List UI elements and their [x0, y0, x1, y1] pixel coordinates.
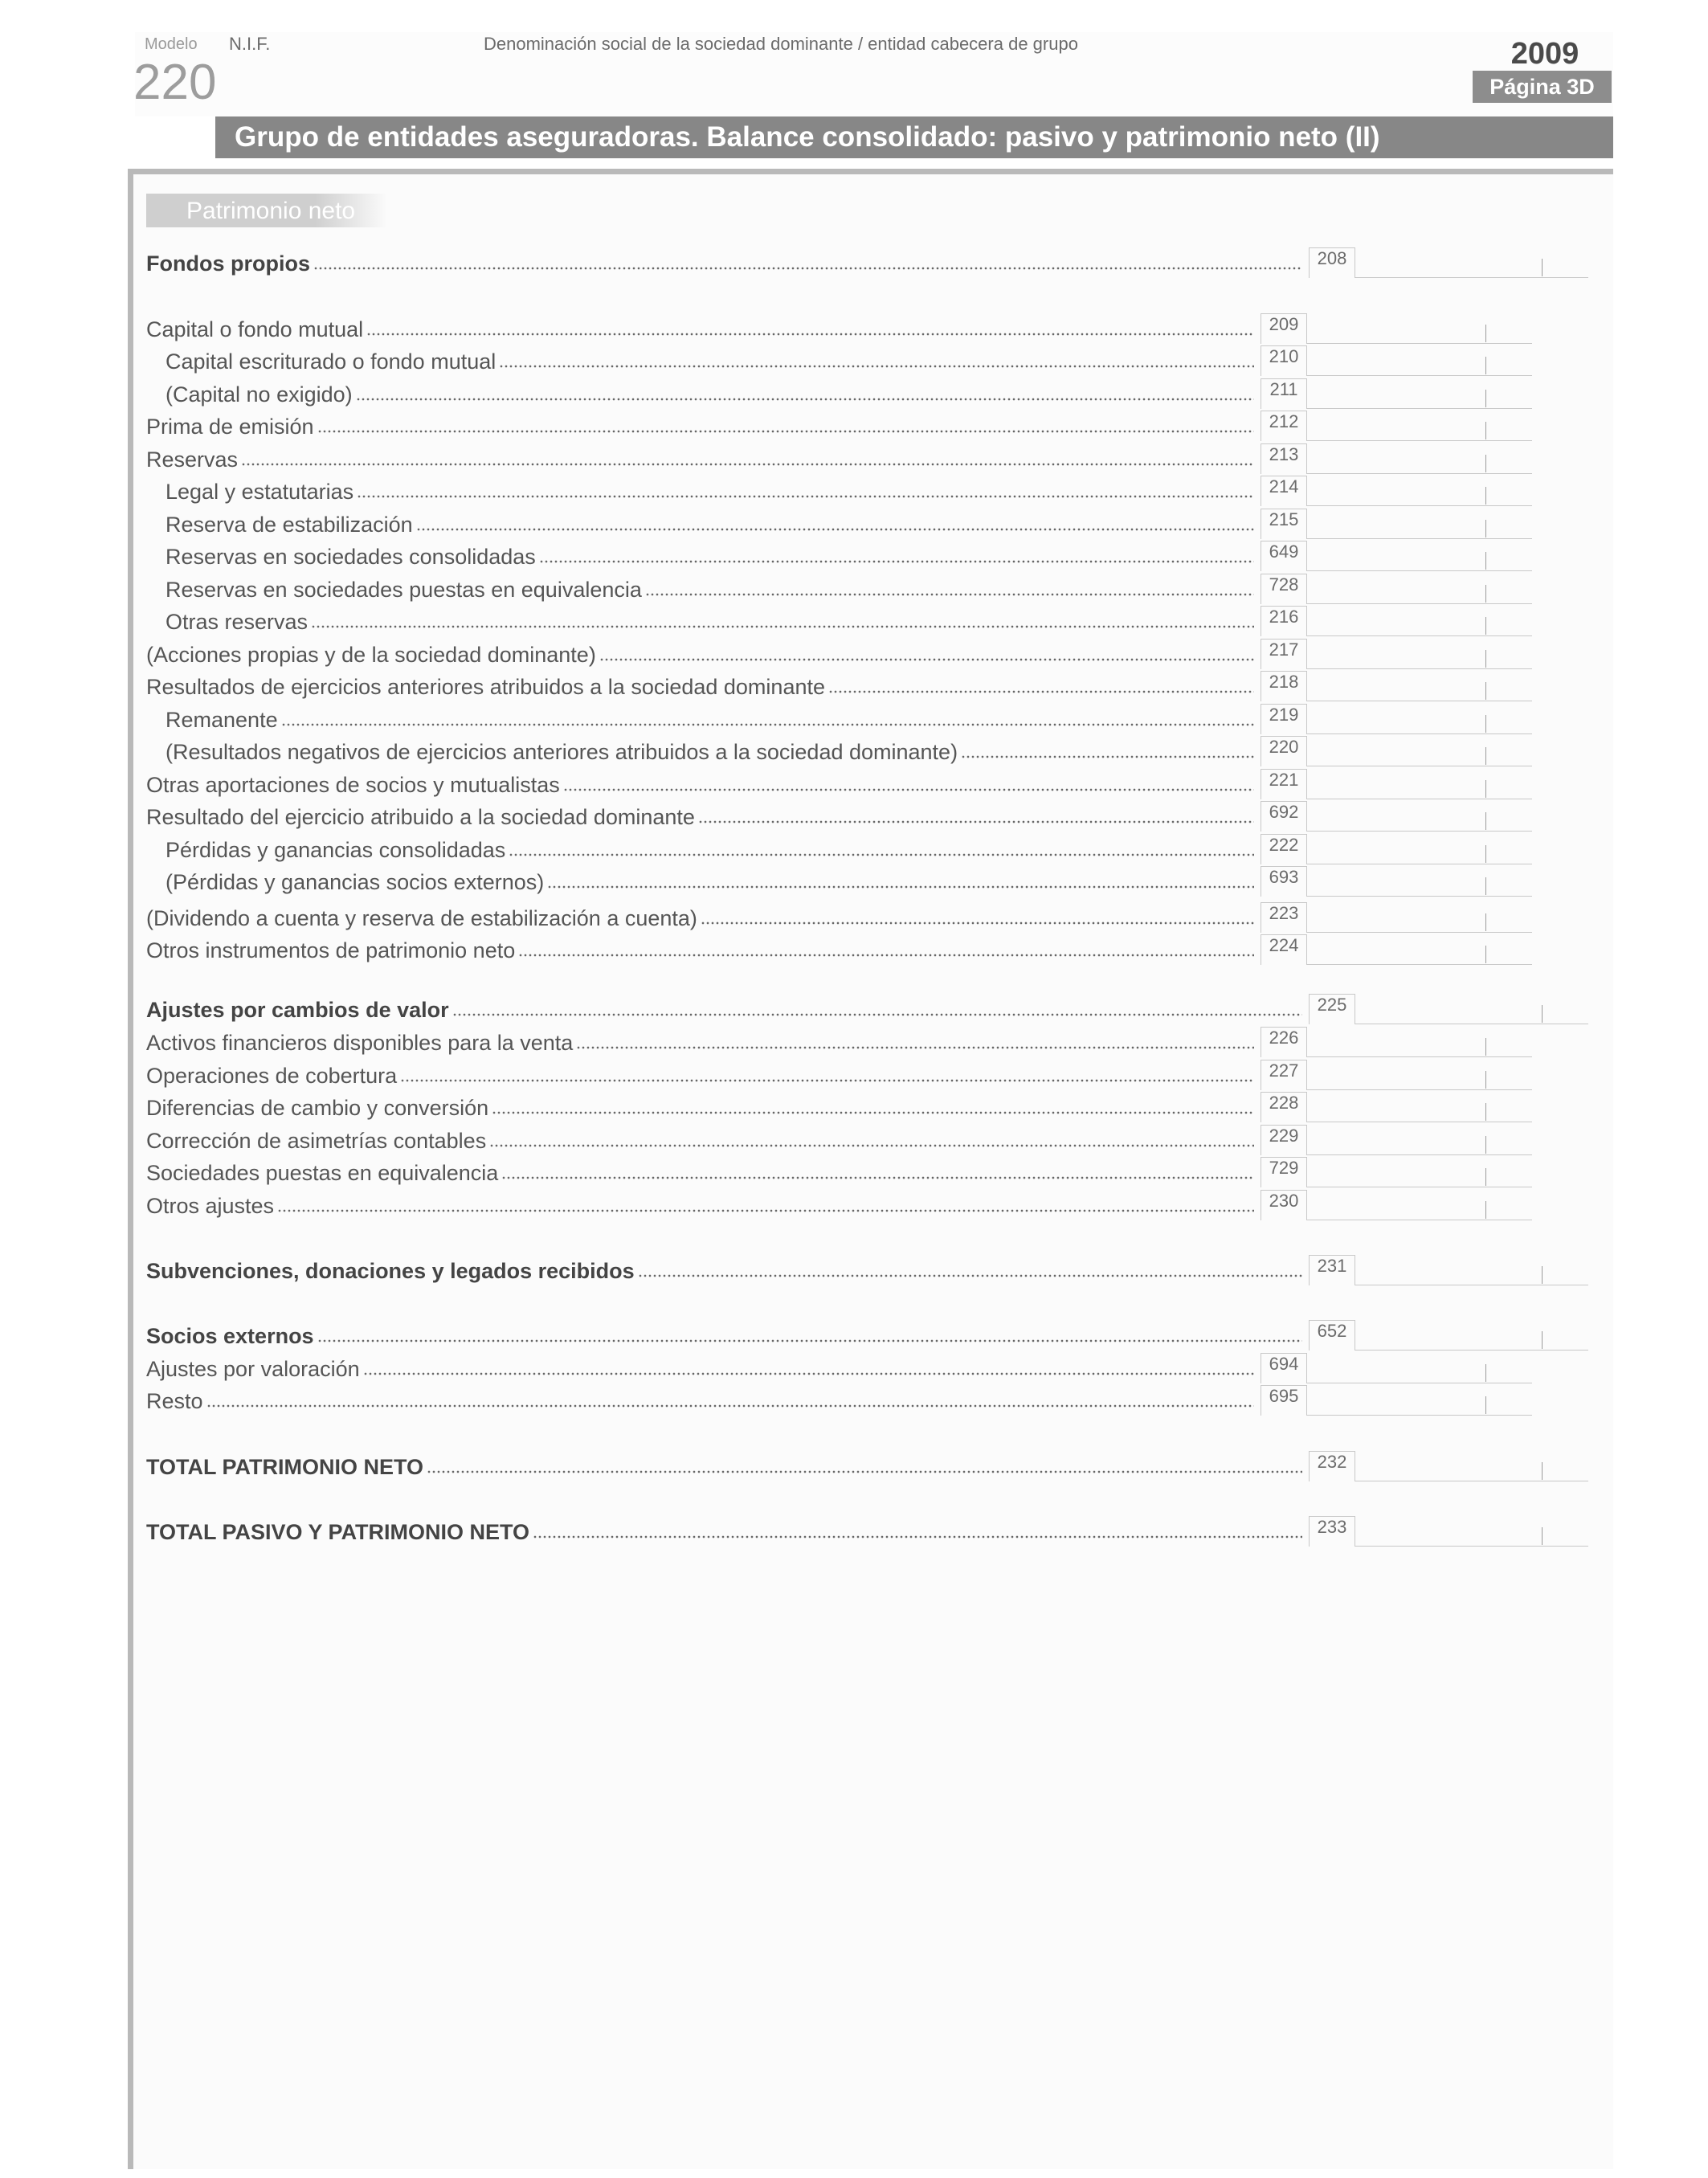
form-row [146, 639, 1592, 668]
amount-field[interactable] [1307, 509, 1532, 539]
modelo-label: Modelo [145, 35, 198, 53]
row-label [146, 866, 1254, 895]
decimal-separator-tick [1485, 390, 1486, 407]
dot-leader [357, 494, 1254, 499]
dot-leader [241, 462, 1254, 467]
amount-field[interactable] [1307, 1157, 1532, 1187]
dot-leader [638, 1273, 1302, 1278]
row-label-text: (Capital no exigido) [146, 382, 356, 407]
dot-leader [961, 754, 1254, 759]
box-code: 214 [1261, 476, 1307, 506]
box-code: 209 [1261, 313, 1307, 344]
form-row [146, 1255, 1592, 1284]
dot-leader [313, 266, 1302, 271]
dot-leader [499, 364, 1254, 369]
row-label [146, 509, 1254, 537]
form-row [146, 378, 1592, 407]
decimal-separator-tick [1485, 1396, 1486, 1414]
box-code: 219 [1261, 704, 1307, 734]
amount-field[interactable] [1355, 994, 1588, 1024]
form-row [146, 1027, 1592, 1056]
box-code: 216 [1261, 606, 1307, 636]
amount-field[interactable] [1307, 704, 1532, 734]
row-label [146, 574, 1254, 603]
amount-field[interactable] [1307, 1353, 1532, 1383]
dot-leader [489, 1143, 1254, 1148]
decimal-separator-tick [1485, 812, 1486, 830]
amount-field[interactable] [1307, 1190, 1532, 1220]
form-row [146, 1190, 1592, 1219]
dot-leader [317, 1338, 1302, 1343]
box-code: 221 [1261, 769, 1307, 799]
dot-leader [599, 657, 1254, 662]
amount-field[interactable] [1307, 902, 1532, 933]
amount-field[interactable] [1307, 1385, 1532, 1416]
page-title: Grupo de entidades aseguradoras. Balance consolidado: pasivo y patrimonio neto (II) [215, 116, 1613, 158]
decimal-separator-tick [1485, 520, 1486, 537]
row-label [146, 994, 1302, 1023]
form-row [146, 411, 1592, 439]
row-label [146, 1353, 1254, 1382]
amount-field[interactable] [1307, 834, 1532, 864]
year-label: 2009 [1510, 37, 1579, 71]
amount-field[interactable] [1307, 736, 1532, 766]
row-label-text: TOTAL PATRIMONIO NETO [146, 1455, 427, 1480]
row-label-text: Prima de emisión [146, 415, 317, 439]
row-label-text: TOTAL PASIVO Y PATRIMONIO NETO [146, 1520, 533, 1545]
row-label [146, 1027, 1254, 1056]
dot-leader [492, 1110, 1254, 1115]
decimal-separator-tick [1485, 682, 1486, 700]
decimal-separator-tick [1485, 1038, 1486, 1056]
dot-leader [509, 852, 1254, 857]
dot-leader [518, 953, 1254, 958]
row-label-text: Otros instrumentos de patrimonio neto [146, 938, 518, 963]
dot-leader [366, 332, 1254, 337]
row-label-text: Legal y estatutarias [146, 480, 357, 505]
box-code: 231 [1309, 1255, 1355, 1285]
form-row [146, 704, 1592, 733]
row-label [146, 1516, 1302, 1545]
row-label-text: Pérdidas y ganancias consolidadas [146, 838, 509, 863]
box-code: 212 [1261, 411, 1307, 441]
decimal-separator-tick [1485, 650, 1486, 668]
box-code: 211 [1261, 378, 1307, 409]
dot-leader [539, 559, 1254, 564]
row-label-text: (Pérdidas y ganancias socios externos) [146, 870, 547, 895]
decimal-separator-tick [1485, 325, 1486, 342]
dot-leader [452, 1012, 1302, 1017]
row-label-text: Capital escriturado o fondo mutual [146, 349, 499, 374]
amount-field[interactable] [1307, 345, 1532, 376]
box-code: 226 [1261, 1027, 1307, 1057]
row-label-text: Activos financieros disponibles para la venta [146, 1031, 576, 1056]
row-label [146, 1125, 1254, 1154]
row-label [146, 1320, 1302, 1349]
decimal-separator-tick [1485, 585, 1486, 603]
dot-leader [363, 1371, 1254, 1376]
form-row [146, 541, 1592, 570]
decimal-separator-tick [1485, 1201, 1486, 1219]
row-label-text: Reserva de estabilización [146, 513, 416, 537]
amount-field[interactable] [1307, 671, 1532, 701]
row-label-text: Otros ajustes [146, 1194, 277, 1219]
dot-leader [563, 787, 1254, 792]
row-label [146, 934, 1254, 963]
row-label-text: Socios externos [146, 1324, 317, 1349]
modelo-number: 220 [133, 55, 217, 110]
box-code: 233 [1309, 1516, 1355, 1547]
amount-field[interactable] [1307, 574, 1532, 604]
amount-field[interactable] [1307, 1125, 1532, 1155]
row-label-text: Ajustes por cambios de valor [146, 998, 452, 1023]
dot-leader [701, 921, 1254, 926]
dot-leader [698, 819, 1254, 824]
form-row [146, 934, 1592, 963]
decimal-separator-tick [1485, 1168, 1486, 1186]
box-code: 213 [1261, 443, 1307, 474]
row-label-text: Corrección de asimetrías contables [146, 1129, 489, 1154]
box-code: 728 [1261, 574, 1307, 604]
dot-leader [427, 1469, 1302, 1474]
decimal-separator-tick [1485, 1103, 1486, 1121]
form-row [146, 1157, 1592, 1186]
row-label-text: (Dividendo a cuenta y reserva de estabilización a cuenta) [146, 906, 701, 931]
row-label-text: Otras reservas [146, 610, 311, 635]
row-label-text: Resultado del ejercicio atribuido a la sociedad dominante [146, 805, 698, 830]
decimal-separator-tick [1485, 552, 1486, 570]
section-tab-patrimonio-neto: Patrimonio neto [146, 194, 387, 227]
form-row [146, 345, 1592, 374]
dot-leader [645, 592, 1254, 597]
row-label-text: Remanente [146, 708, 281, 733]
dot-leader [317, 429, 1254, 434]
form-row [146, 671, 1592, 700]
amount-field[interactable] [1355, 1255, 1588, 1285]
row-label-text: Resto [146, 1389, 206, 1414]
amount-field[interactable] [1307, 606, 1532, 636]
row-label [146, 639, 1254, 668]
box-code: 220 [1261, 736, 1307, 766]
form-row [146, 1451, 1592, 1480]
dot-leader [206, 1404, 1254, 1408]
row-label [146, 1060, 1254, 1089]
amount-field[interactable] [1307, 1060, 1532, 1090]
row-label [146, 1451, 1302, 1480]
row-label-text: Reservas [146, 447, 241, 472]
decimal-separator-tick [1542, 1005, 1543, 1023]
decimal-separator-tick [1485, 455, 1486, 472]
dot-leader [356, 397, 1254, 402]
row-label [146, 1157, 1254, 1186]
decimal-separator-tick [1485, 357, 1486, 374]
amount-field[interactable] [1307, 443, 1532, 474]
box-code: 649 [1261, 541, 1307, 571]
box-code: 218 [1261, 671, 1307, 701]
row-label [146, 476, 1254, 505]
box-code: 215 [1261, 509, 1307, 539]
dot-leader [501, 1175, 1254, 1180]
decimal-separator-tick [1485, 1364, 1486, 1382]
box-code: 694 [1261, 1353, 1307, 1383]
box-code: 695 [1261, 1385, 1307, 1416]
dot-leader [416, 527, 1254, 532]
box-code: 652 [1309, 1320, 1355, 1351]
row-label [146, 541, 1254, 570]
row-label-text: (Resultados negativos de ejercicios anteriores atribuidos a la sociedad dominante) [146, 740, 961, 765]
form-row [146, 1092, 1592, 1121]
box-code: 225 [1309, 994, 1355, 1024]
dot-leader [281, 722, 1254, 727]
decimal-separator-tick [1485, 913, 1486, 931]
amount-field[interactable] [1307, 541, 1532, 571]
box-code: 208 [1309, 247, 1355, 278]
decimal-separator-tick [1485, 946, 1486, 963]
decimal-separator-tick [1485, 780, 1486, 798]
decimal-separator-tick [1542, 1266, 1543, 1284]
form-row [146, 1385, 1592, 1414]
decimal-separator-tick [1542, 1331, 1543, 1349]
amount-field[interactable] [1307, 801, 1532, 832]
row-label-text: Fondos propios [146, 251, 313, 276]
amount-field[interactable] [1355, 247, 1588, 278]
form-row [146, 736, 1592, 765]
box-code: 224 [1261, 934, 1307, 965]
box-code: 729 [1261, 1157, 1307, 1187]
dot-leader [277, 1208, 1254, 1213]
form-row [146, 574, 1592, 603]
row-label [146, 801, 1254, 830]
row-label [146, 247, 1302, 276]
box-code: 223 [1261, 902, 1307, 933]
form-row [146, 1125, 1592, 1154]
form-row [146, 769, 1592, 798]
row-label [146, 313, 1254, 342]
box-code: 693 [1261, 866, 1307, 897]
amount-field[interactable] [1355, 1320, 1588, 1351]
amount-field[interactable] [1307, 639, 1532, 669]
frame-left-border [128, 169, 133, 2169]
row-label [146, 606, 1254, 635]
decimal-separator-tick [1485, 487, 1486, 505]
dot-leader [533, 1534, 1302, 1539]
dot-leader [547, 885, 1254, 889]
decimal-separator-tick [1485, 617, 1486, 635]
box-code: 229 [1261, 1125, 1307, 1155]
box-code: 210 [1261, 345, 1307, 376]
decimal-separator-tick [1485, 1136, 1486, 1154]
row-label-text: Sociedades puestas en equivalencia [146, 1161, 501, 1186]
dot-leader [828, 689, 1254, 694]
form-row [146, 801, 1592, 830]
decimal-separator-tick [1485, 1071, 1486, 1089]
amount-field[interactable] [1307, 769, 1532, 799]
dot-leader [311, 624, 1254, 629]
row-label-text: Subvenciones, donaciones y legados recibidos [146, 1259, 638, 1284]
row-label [146, 736, 1254, 765]
page-badge: Página 3D [1473, 71, 1612, 103]
form-row [146, 834, 1592, 863]
row-label [146, 345, 1254, 374]
form-row [146, 1060, 1592, 1089]
amount-field[interactable] [1307, 866, 1532, 897]
row-label-text: Reservas en sociedades puestas en equivalencia [146, 578, 645, 603]
form-row [146, 1353, 1592, 1382]
form-row [146, 1320, 1592, 1349]
box-code: 232 [1309, 1451, 1355, 1481]
dot-leader [576, 1045, 1254, 1050]
dot-leader [400, 1078, 1254, 1083]
row-label [146, 1092, 1254, 1121]
row-label-text: Capital o fondo mutual [146, 317, 366, 342]
decimal-separator-tick [1485, 747, 1486, 765]
form-row [146, 509, 1592, 537]
amount-field[interactable] [1355, 1516, 1588, 1547]
row-label [146, 902, 1254, 931]
box-code: 228 [1261, 1092, 1307, 1122]
box-code: 217 [1261, 639, 1307, 669]
amount-field[interactable] [1307, 378, 1532, 409]
form-row [146, 247, 1592, 276]
form-row [146, 1516, 1592, 1545]
row-label-text: Operaciones de cobertura [146, 1064, 400, 1089]
form-row [146, 866, 1592, 895]
row-label [146, 671, 1254, 700]
row-label [146, 411, 1254, 439]
decimal-separator-tick [1542, 1462, 1543, 1480]
box-code: 222 [1261, 834, 1307, 864]
box-code: 227 [1261, 1060, 1307, 1090]
denominacion-label: Denominación social de la sociedad dominante / entidad cabecera de grupo [484, 34, 1078, 54]
amount-field[interactable] [1307, 476, 1532, 506]
row-label-text: Resultados de ejercicios anteriores atribuidos a la sociedad dominante [146, 675, 828, 700]
row-label-text: Otras aportaciones de socios y mutualistas [146, 773, 563, 798]
decimal-separator-tick [1485, 845, 1486, 863]
row-label [146, 378, 1254, 407]
box-code: 692 [1261, 801, 1307, 832]
row-label [146, 1385, 1254, 1414]
decimal-separator-tick [1485, 715, 1486, 733]
row-label [146, 1190, 1254, 1219]
box-code: 230 [1261, 1190, 1307, 1220]
form-row [146, 902, 1592, 931]
decimal-separator-tick [1485, 422, 1486, 439]
decimal-separator-tick [1485, 877, 1486, 895]
row-label [146, 834, 1254, 863]
row-label [146, 704, 1254, 733]
row-label-text: Ajustes por valoración [146, 1357, 363, 1382]
amount-field[interactable] [1307, 934, 1532, 965]
form-row [146, 313, 1592, 342]
amount-field[interactable] [1307, 313, 1532, 344]
row-label [146, 443, 1254, 472]
amount-field[interactable] [1355, 1451, 1588, 1481]
row-label-text: (Acciones propias y de la sociedad dominante) [146, 643, 599, 668]
row-label-text: Reservas en sociedades consolidadas [146, 545, 539, 570]
amount-field[interactable] [1307, 1092, 1532, 1122]
form-row [146, 443, 1592, 472]
form-row [146, 994, 1592, 1023]
row-label [146, 769, 1254, 798]
frame-top-border [128, 169, 1613, 174]
row-label [146, 1255, 1302, 1284]
form-row [146, 476, 1592, 505]
row-label-text: Diferencias de cambio y conversión [146, 1096, 492, 1121]
decimal-separator-tick [1542, 1527, 1543, 1545]
amount-field[interactable] [1307, 1027, 1532, 1057]
form-row [146, 606, 1592, 635]
decimal-separator-tick [1542, 259, 1543, 276]
nif-label: N.I.F. [229, 34, 271, 54]
amount-field[interactable] [1307, 411, 1532, 441]
